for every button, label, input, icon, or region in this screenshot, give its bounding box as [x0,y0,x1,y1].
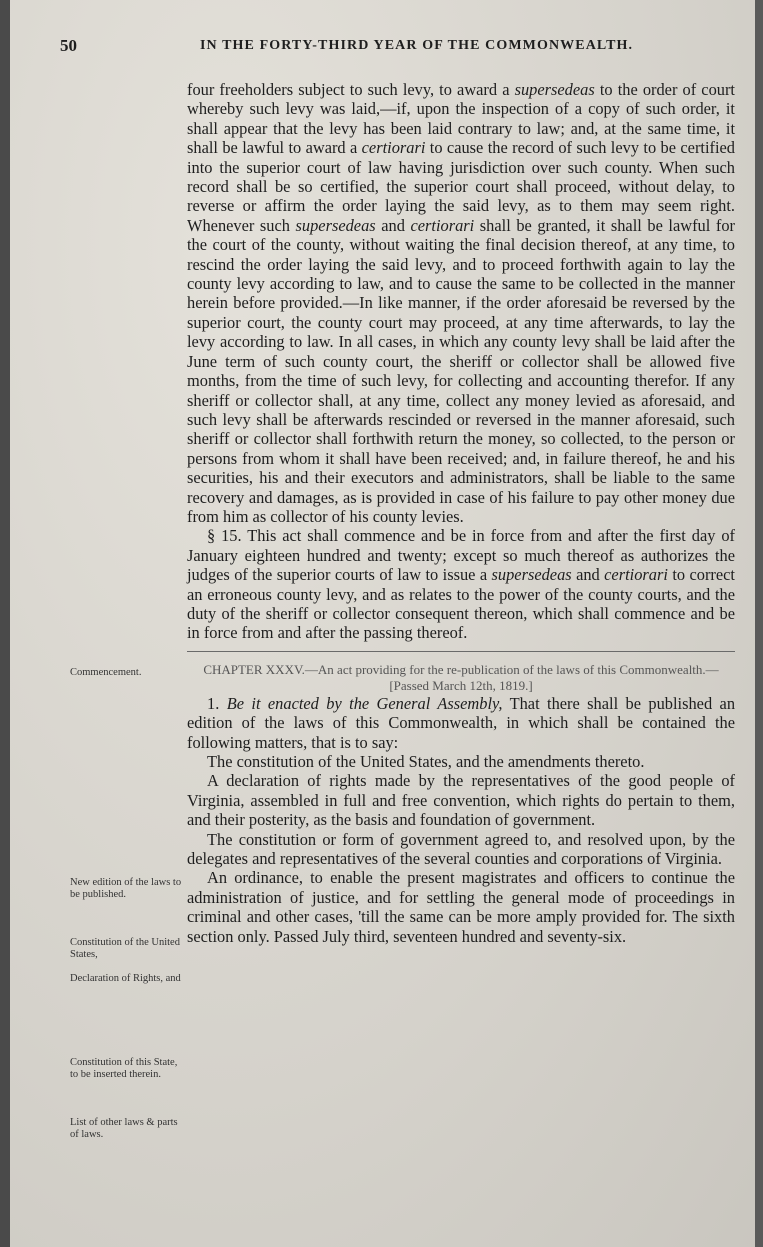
margin-note-commencement: Commencement. [70,667,142,678]
paragraph-us-constitution: The constitution of the United States, and the amendments thereto. [207,752,645,771]
chapter-divider [187,651,735,652]
body-text [187,80,735,946]
margin-note-declaration-of-rights: Declaration of Rights, and [70,973,181,984]
section-1: 1. Be it enacted by the General Assembly, That there shall be published an edition of the laws of this Commonwealth, in which shall be contained the following matters, that is to say: [187,693,736,752]
section-15: § 15. This act shall commence and be in force from and after the first day of January eighteen hundred and twenty; except so much thereof as authorizes the judges of the superior courts of law to issue a supersedeas and certiorari to correct an erroneous county levy, and as relates to the power of the county courts, and the duty of the sheriff or collector consequent thereon, which shall commence and be in force from and after the passing thereof. [187,526,735,643]
paragraph-state-constitution: The constitution or form of government agreed to, and resolved upon, by the delegates and representatives of the several counties and corporations of Virginia. [187,829,735,869]
margin-note-us-constitution: Constitution of the United States, [70,937,180,960]
margin-note-state-constitution: Constitution of this State, to be inserted therein. [70,1057,178,1080]
chapter-heading: CHAPTER XXXV.—An act providing for the re-publication of the laws of this Commonwealth.—[Passed March 12th, 1819.] [203,661,719,693]
scan-edge-right [755,0,763,1247]
margin-note-other-laws: List of other laws & parts of laws. [70,1117,178,1140]
margin-note-new-edition: New edition of the laws to be published. [70,877,182,900]
scan-edge-left [0,0,10,1247]
paragraph-ordinance: An ordinance, to enable the present magistrates and officers to continue the administration of justice, and for settling the general mode of proceedings in criminal and other cases, 'till the same can be more amply provided for. The sixth section only. Passed July third, seventeen hundred and seventy-six. [187,868,735,946]
page-number: 50 [60,36,77,55]
page-header [60,36,740,60]
section-14-continued: four freeholders subject to such levy, to award a supersedeas to the order of court whereby such levy was laid,—if, upon the inspection of a copy of such order, it shall appear that the levy has been laid contrary to law; and, at the same time, it shall be lawful to award a certiorari to cause the record of such levy to be certified into the superior court of law having jurisdiction over such county. When such record shall be so certified, the superior court shall proceed, without delay, to reverse or affirm the order laying the said levy, as to them may seem right. Whenever such supersedeas and certiorari shall be granted, it shall be lawful for the court of the county, without waiting the final decision thereof, at any time, to rescind the order laying the said levy, and to proceed forthwith again to lay the county levy according to law, and to cause the same to be collected in the manner herein before provided.—In like manner, if the order aforesaid be reversed by the superior court, the county court may proceed, at any time afterwards, to lay the levy according to law. In all cases, in which any county levy shall be laid after the June term of such county court, the sheriff or collector shall be allowed five months, from the time of such levy, for collecting and accounting therefor. If any sheriff or collector shall, at any time, collect any money levied as aforesaid, and such levy shall be afterwards rescinded or reversed in the manner aforesaid, such sheriff or collector shall forthwith return the money, so collected, to the person or persons from whom it shall have been received; and, in failure thereof, he and his securities, his and their executors and administrators, shall be liable to the same recovery and damages, as is provided in case of his failure to pay other money due from him as collector of his county levies. [187,80,735,526]
running-head: IN THE FORTY-THIRD YEAR OF THE COMMONWEALTH. [200,38,634,53]
paragraph-declaration-of-rights: A declaration of rights made by the representatives of the good people of Virginia, assembled in full and free convention, which rights do pertain to them, and their posterity, as the basis and foundation of government. [187,771,735,830]
